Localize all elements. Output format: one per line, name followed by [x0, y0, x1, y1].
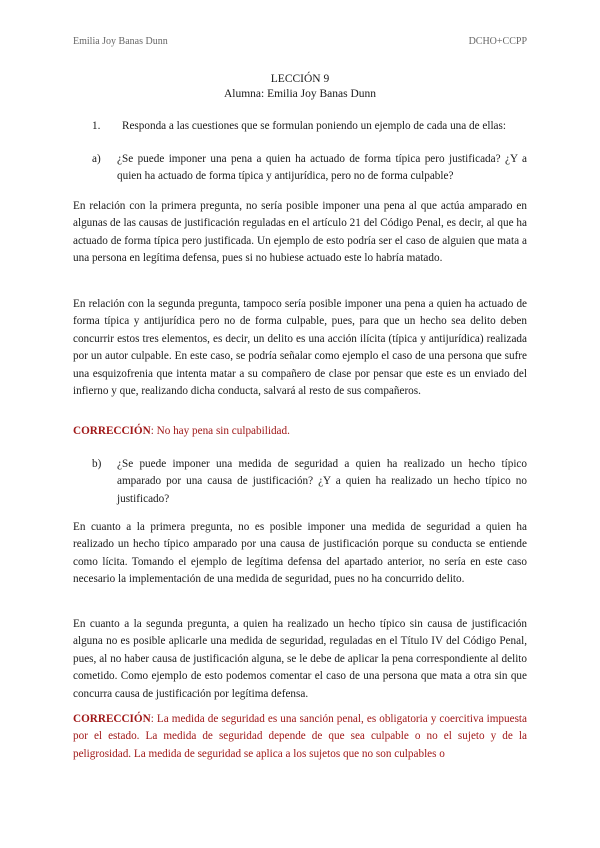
correction-b [73, 711, 527, 763]
correction-a-text: : No hay pena sin culpabilidad. [150, 425, 290, 437]
correction-a [73, 423, 527, 440]
header-course: DCHO+CCPP [468, 36, 527, 47]
instruction-text: Responda a las cuestiones que se formulan poniendo un ejemplo de cada una de ellas: [122, 120, 506, 132]
answer-a-paragraph-2: En relación con la segunda pregunta, tampoco sería posible imponer una pena a quien ha actuado de forma típica y antijurídica pero no de forma culpable, pues, para que un hecho sea delito deben concurrir estos tres elementos, es decir, un delito es una acción ilícita (típica y antijurídica) realizada por un autor culpable. En este caso, se podría señalar como ejemplo el caso de una persona que sufre una esquizofrenia que intenta matar a su compañero de clase por pensar que este es un enviado del infierno y que, realizando dicha conducta, salvará al resto de sus compañeros. [73, 298, 527, 398]
question-a-text: ¿Se puede imponer una pena a quien ha actuado de forma típica pero justificada? ¿Y a quien ha actuado de forma típica y antijurídica, pero no de forma culpable? [117, 153, 527, 183]
question-b-label: b) [92, 458, 102, 470]
question-a-label: a) [92, 153, 101, 165]
answer-b-paragraph-1: En cuanto a la primera pregunta, no es posible imponer una medida de seguridad a quien ha realizado un hecho típico amparado por una causa de justificación porque su conducta se entiende como lícita. Tomando el ejemplo de legítima defensa del apartado anterior, no sería en este caso necesario la implementación de una medida de seguridad, pues no ha concurrido delito. [73, 521, 527, 586]
instruction-number: 1. [92, 120, 101, 132]
correction-a-label: CORRECCIÓN [73, 425, 151, 437]
student-name: Alumna: Emilia Joy Banas Dunn [223, 88, 377, 100]
page-title [0, 72, 600, 102]
correction-b-text: : La medida de seguridad es una sanción penal, es obligatoria y coercitiva impuesta por el estado. La medida de seguridad depende de que sea culpable o no el sujeto y de la peligrosidad. La medida de seguridad se aplica a los sujetos que no son culpables o [73, 713, 527, 760]
lesson-title: LECCIÓN 9 [270, 73, 330, 85]
answer-b-paragraph-2: En cuanto a la segunda pregunta, a quien ha realizado un hecho típico sin causa de justificación alguna no es posible aplicarle una medida de seguridad, reguladas en el Título IV del Código Penal, pues, al no haber causa de justificación alguna, se le debe de aplicar la pena correspondiente al delito cometido. Como ejemplo de esto podemos comentar el caso de una persona que mata a otra sin que concurra causa de justificación por legítima defensa. [73, 618, 527, 700]
answer-a-paragraph-1: En relación con la primera pregunta, no sería posible imponer una pena al que actúa amparado en algunas de las causas de justificación reguladas en el artículo 21 del Código Penal, es decir, al que ha actuado de forma típica pero justificada. Un ejemplo de esto podría ser el caso de alguien que mata a una persona en legítima defensa, pues si no hubiese actuado este lo habría matado. [73, 200, 527, 265]
correction-b-label: CORRECCIÓN [73, 713, 151, 725]
question-b-text: ¿Se puede imponer una medida de seguridad a quien ha realizado un hecho típico amparado por una causa de justificación? ¿Y a quien ha realizado un hecho típico no justificado? [117, 458, 527, 505]
header-author: Emilia Joy Banas Dunn [73, 36, 168, 47]
